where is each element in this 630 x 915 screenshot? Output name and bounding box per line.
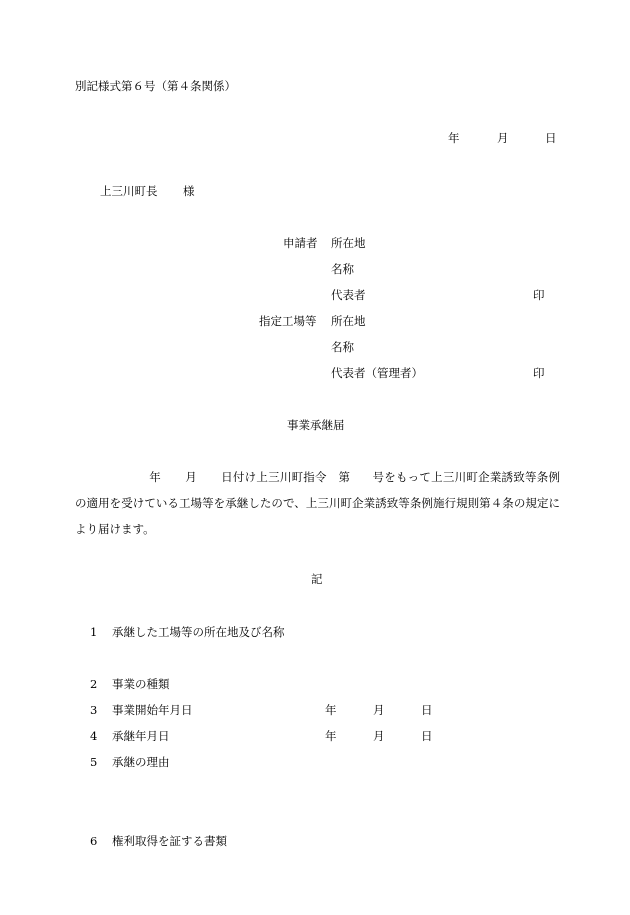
item-6-no: 6 [90,834,98,848]
item-3-day: 日 [421,703,433,717]
item-4-month: 月 [373,729,385,743]
item-3-year: 年 [325,703,337,717]
item-3-label: 事業開始年月日 [112,703,193,717]
factory-role: 指定工場等 [259,314,317,328]
applicant-seal: 印 [533,288,545,302]
body-rest: 号をもって上三川町企業誘致等条例の適用を受けている工場等を承継したので、上三川町企業誘致等条例施行規則第４条の規定により届けます。 [75,470,560,536]
factory-rep-label: 代表者（管理者） [331,366,423,380]
date-month: 月 [497,131,509,145]
item-2-no: 2 [90,677,98,691]
item-1-label: 承継した工場等の所在地及び名称 [112,625,285,639]
applicant-role: 申請者 [283,236,318,250]
body-paragraph [75,464,560,542]
date-day: 日 [545,131,557,145]
addressee-name: 上三川町長 [100,184,158,198]
item-1-no: 1 [90,625,98,639]
applicant-address-label: 所在地 [331,236,366,250]
item-4-year: 年 [325,729,337,743]
date-year: 年 [448,131,460,145]
applicant-rep-label: 代表者 [331,288,366,302]
body-month: 月 [184,470,197,484]
item-2-label: 事業の種類 [112,677,170,691]
body-day-ref: 日付け上三川町指令 第 [220,470,351,484]
factory-name-label: 名称 [331,340,354,354]
item-3-no: 3 [90,703,98,717]
form-label: 別記様式第６号（第４条関係） [75,79,236,93]
item-5-label: 承継の理由 [112,755,170,769]
factory-address-label: 所在地 [331,314,366,328]
item-4-no: 4 [90,729,98,743]
factory-seal: 印 [533,366,545,380]
item-5-no: 5 [90,755,98,769]
document-title: 事業承継届 [287,418,345,432]
item-4-label: 承継年月日 [112,729,170,743]
body-year: 年 [149,470,161,484]
addressee-honorific: 様 [183,184,195,198]
item-6-label: 権利取得を証する書類 [112,834,227,848]
ki-mark: 記 [311,572,323,586]
applicant-name-label: 名称 [331,262,354,276]
item-3-month: 月 [373,703,385,717]
item-4-day: 日 [421,729,433,743]
